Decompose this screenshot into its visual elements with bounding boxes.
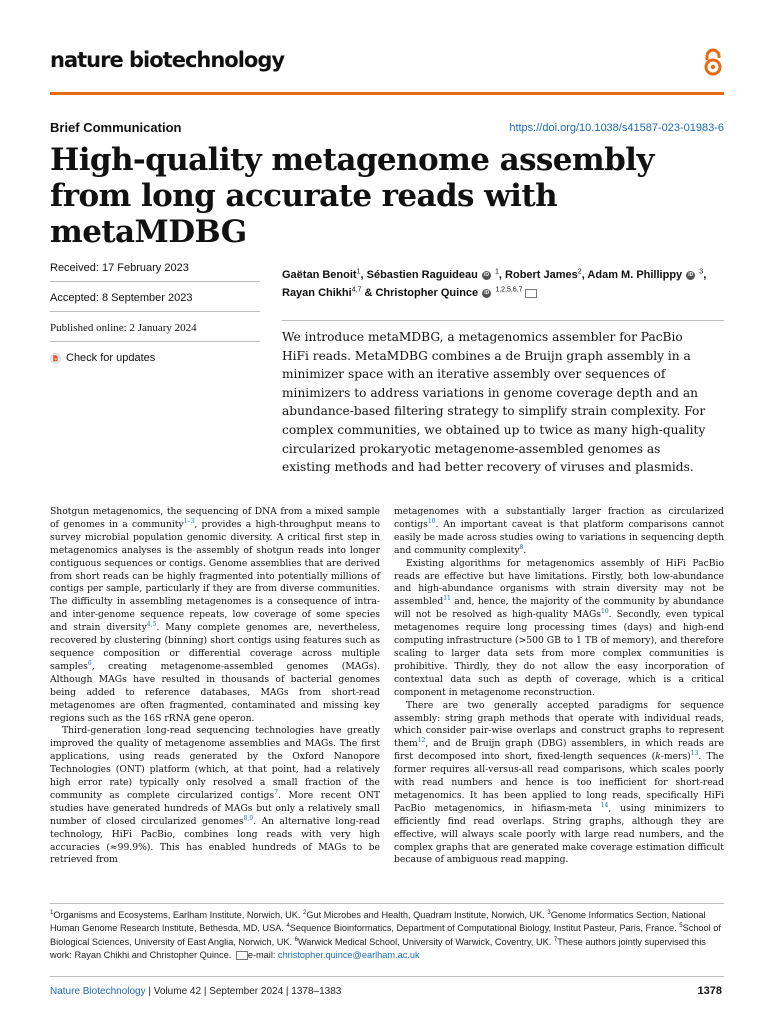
body-paragraph: Shotgun metagenomics, the sequencing of DNA from a mixed sample of genomes in a community$^{1-3}$, provides a high-throughput means to survey microbial population genomic diversity. A critical first step in metagenomics analyses is the assembly of shotgun reads into longer contiguous sequences or contigs. Genome assemblies that are derived from short reads can be highly fragmented into potentially millions of contigs per sample, particularly if they are from diverse communities. The difficulty in assembling metagenomes is a consequence of intra- and inter-genome sequence repeats, low coverage of some species and strain diversity$^{4,5}$. Many complete genomes are, nevertheless, recovered by clustering (binning) short contigs using features such as sequence composition or differential coverage across multiple samples$^6$, creating metagenome-assembled genomes (MAGs). Although MAGs have resulted in thousands of bacterial genomes being added to reference databases, MAGs from short-read metagenomes are often fragmented, contaminated and missing key regions such as the 16S rRNA gene operon. [50,506,381,724]
abstract: We introduce metaMDBG, a metagenomics assembler for PacBio HiFi reads. MetaMDBG combines a de Bruijn graph assembly in a minimizer space with an iterative assembly over sequences of minimizers to address variations in genome coverage depth and an abundance-based filtering strategy to simplify strain complexity. For complex communities, we obtained up to twice as many high-quality circularized prokaryotic metagenome-assembled genomes as existing methods and had better recovery of viruses and plasmids. [282,330,706,475]
check-updates-link[interactable] [50,342,260,371]
doi-link[interactable]: https://doi.org/10.1038/s41587-023-01983-6 [509,122,724,134]
page-number: 1378 [697,985,722,997]
journal-name[interactable]: nature biotechnology [50,48,285,72]
citation-ref[interactable]: 13 [690,750,699,758]
header-rule [50,92,724,95]
author-name[interactable]: Christopher Quince [375,287,479,299]
author-name[interactable]: Gaëtan Benoit [282,269,357,281]
citation-ref[interactable]: 10 [601,608,609,616]
mail-icon [236,951,248,960]
author-name[interactable]: Rayan Chikhi [282,287,352,299]
email-link[interactable]: christopher.quince@earlham.ac.uk [277,950,420,961]
article-type: Brief Communication [50,120,182,135]
body-paragraph: Third-generation long-read sequencing technologies have greatly improved the quality of metagenome assemblies and MAGs. The first applications, using reads generated by the Oxford Nanopore Technologies (ONT) platform (which, at that point, had a relatively high error rate) typically only resolved a small fraction of the community as complete circularized contigs$^7$. More recent ONT studies have generated hundreds of MAGs but only a relatively small number of closed circularized genomes$^{8,9}$. An alternative long-read technology, HiFi PacBio, combines long reads with very high accuracies (≈99.9%). This has enabled hundreds of MAGs to be retrieved from [50,725,381,866]
affiliation-number: 7 [553,936,558,943]
author-affiliation-ref: 1 [356,268,361,276]
citation-ref[interactable]: 10 [427,517,436,525]
check-updates-label: Check for updates [66,352,156,364]
italic-term: k [655,751,661,763]
body-paragraph: There are two generally accepted paradigms for sequence assembly: string graph methods that operate with individual reads, which consider pair-wise overlaps and construct graphs to represent them$^{12}$, and de Bruijn graph (DBG) assemblers, in which reads are first decomposed into short, fixed-length sequences (k-mers)$^{13}$. The former requires all-versus-all read comparisons, which scales poorly with read numbers and hence is too inefficient for short-read metagenomics. It has been applied to long reads, specifically HiFi PacBio metagenomics, in hifiasm-meta $^{14}$, using minimizers to efficiently find read overlaps. String graphs, although they are effective, will always scale poorly with large read numbers, and the complex graphs that are generated make coverage estimation difficult because of ambiguous read mapping. [394,699,724,866]
citation-ref[interactable]: 4,5 [146,621,157,629]
affiliation-number: 4 [286,923,290,930]
orcid-icon[interactable]: iD [483,271,489,278]
citation-ref[interactable]: 11 [443,595,451,603]
author-name[interactable]: Adam M. Phillippy [587,269,683,281]
citation-ref[interactable]: 8 [519,543,524,551]
body-paragraph: metagenomes with a substantially larger fraction as circularized contigs$^{10}$. An important caveat is that platform comparisons cannot easily be made across studies owing to variations in sequencing depth and community complexity$^8$. [394,506,724,556]
author-affiliation-ref: 4,7 [351,286,362,294]
author-name[interactable]: Robert James [505,269,578,281]
affiliations: $^1$Organisms and Ecosystems, Earlham Institute, Norwich, UK. $^2$Gut Microbes and Health, Quadram Institute, Norwich, UK. $^3$Genome Informatics Section, National Human Genome Research Institute, Bethesda, MD, USA. $^4$Sequence Bioinformatics, Department of Computational Biology, Institut Pasteur, Paris, France. $^5$School of Biological Sciences, University of East Anglia, Norwich, UK. $^6$Warwick Medical School, University of Warwick, Coventry, UK. $^7$These authors jointly supervised this work: Rayan Chikhi and Christopher Quince. e-mail: christopher.quince@earlham.ac.uk [50,909,721,961]
body-text [50,506,724,867]
orcid-icon[interactable]: iD [484,289,490,296]
footer-volume-info: | Volume 42 | September 2024 | 1378–1383 [145,986,342,997]
body-column-left [50,506,380,867]
author-affiliation-ref: 1 [495,268,499,276]
footer-journal-link[interactable]: Nature Biotechnology [50,986,146,997]
affiliation-number: 3 [547,909,551,916]
body-paragraph: Existing algorithms for metagenomics assembly of HiFi PacBio reads are effective but have limitations. Firstly, both low-abundance and high-abundance organisms with strain diversity may not be assembled$^{11}$ and, hence, the majority of the community by abundance will not be resolved as high-quality MAGs$^{10}$. Secondly, even typical metagenomes require long processing times (days) and high-end computing infrastructure (>500 GB to 1 TB of memory), and therefore scaling to larger data sets from more complex communities is prohibitive. Thirdly, they do not allow the easy incorporation of contextual data such as depth of coverage, which is a critical component in metagenome reconstruction. [394,557,724,698]
citation-ref[interactable]: 12 [417,737,426,745]
citation-ref[interactable]: 1–3 [183,517,195,525]
affiliation-number: 2 [303,909,307,916]
author-affiliation-ref: 3 [699,268,704,276]
journal-header [50,40,720,90]
affiliation-number: 6 [294,936,298,943]
affiliation-number: 5 [679,923,683,930]
article-dates [50,258,260,371]
body-column-right [394,506,724,867]
citation-ref[interactable]: 14 [600,801,609,809]
mail-icon[interactable] [525,289,537,298]
author-affiliation-ref: 2 [577,268,582,276]
author-name[interactable]: Sébastien Raguideau [366,269,478,281]
published-date: Published online: 2 January 2024 [50,312,260,342]
citation-ref[interactable]: 8,9 [243,814,254,822]
check-updates-icon [50,353,61,364]
received-date: Received: 17 February 2023 [50,258,260,282]
page-footer [50,986,341,997]
accepted-date: Accepted: 8 September 2023 [50,282,260,312]
footnote-rule [50,903,724,904]
footer-rule [50,976,724,977]
article-title: High-quality metagenome assembly from long accurate reads with metaMDBG [50,142,654,250]
affiliation-number: 1 [50,909,54,916]
author-list: Gaëtan Benoit$^1$, Sébastien Raguideau iD $^1$, Robert James$^2$, Adam M. Phillippy iD $^3$, Rayan Chikhi$^{4,7}$ & Christopher Quince iD $^{1,2,5,6,7}$ [282,268,707,299]
abstract-rule [282,320,724,321]
author-affiliation-ref: 1,2,5,6,7 [495,286,523,294]
citation-ref[interactable]: 6 [87,659,92,667]
open-access-icon[interactable] [702,48,724,83]
orcid-icon[interactable]: iD [688,271,694,278]
citation-ref[interactable]: 7 [274,788,278,796]
